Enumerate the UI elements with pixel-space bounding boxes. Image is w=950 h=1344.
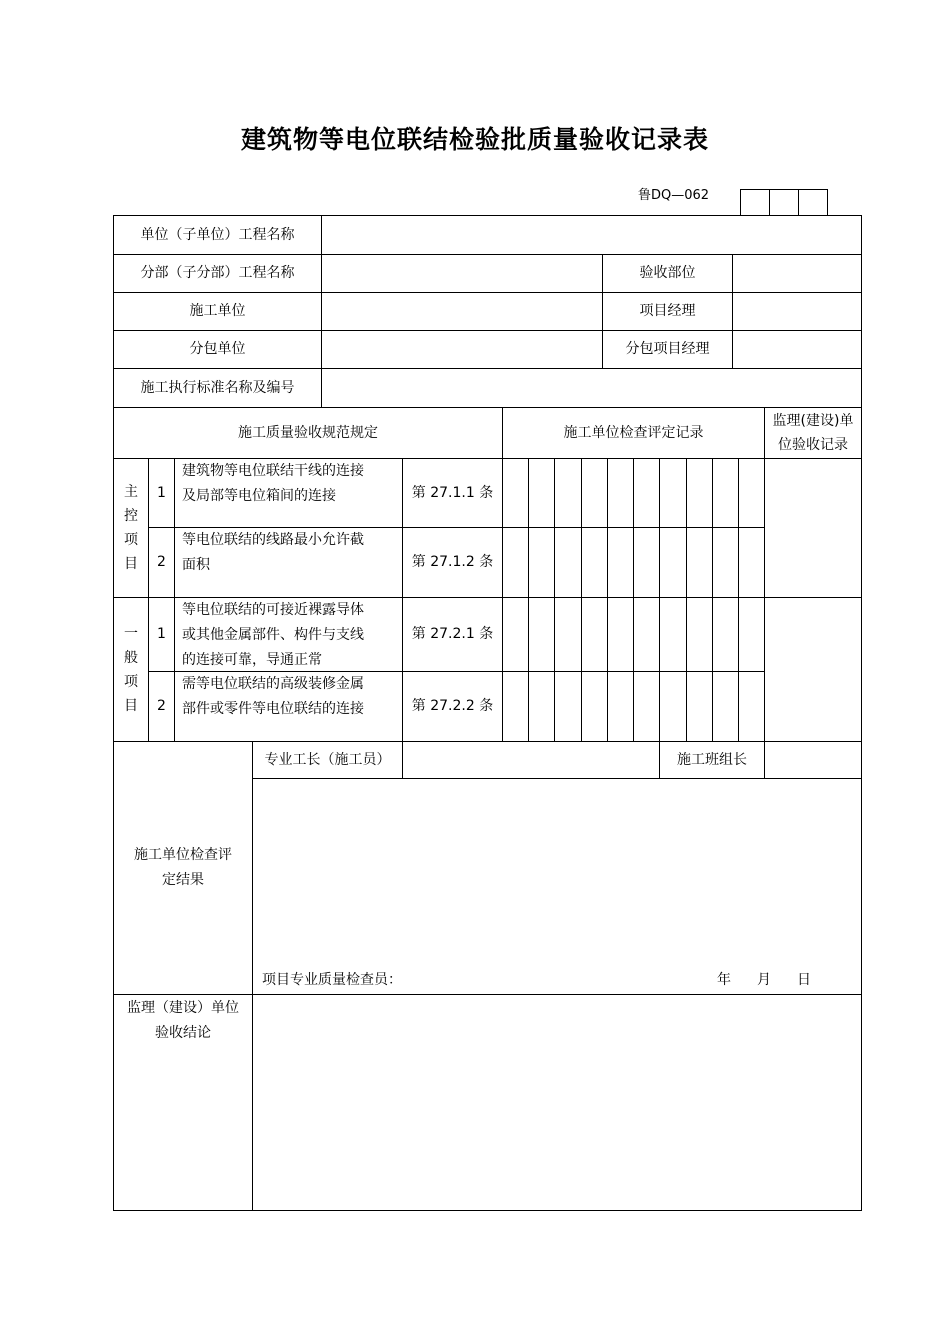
construction-unit-field[interactable] xyxy=(322,293,602,330)
general-items-group-label: 一 般 项 目 xyxy=(124,625,138,714)
item-clause: 第 27.1.2 条 xyxy=(411,554,494,570)
item-description: 建筑物等电位联结干线的连接 及局部等电位箱间的连接 xyxy=(182,463,364,504)
page-title: 建筑物等电位联结检验批质量验收记录表 xyxy=(240,125,709,154)
foreman-label: 专业工长（施工员） xyxy=(264,751,391,768)
code-box[interactable] xyxy=(770,189,799,216)
item-clause: 第 27.1.1 条 xyxy=(411,484,494,501)
item-number: 1 xyxy=(157,484,166,501)
form-code: 鲁DQ—062 xyxy=(638,188,710,203)
subproject-name-field[interactable] xyxy=(322,255,602,292)
foreman-field[interactable] xyxy=(403,742,659,778)
standard-field[interactable] xyxy=(322,369,861,407)
item-clause: 第 27.2.1 条 xyxy=(411,626,494,642)
item-clause: 第 27.2.2 条 xyxy=(411,698,494,714)
item-description: 等电位联结的线路最小允许截 面积 xyxy=(182,532,364,573)
inspector-label: 项目专业质量检查员： xyxy=(262,972,402,988)
project-manager-field[interactable] xyxy=(733,293,861,330)
form-code-boxes xyxy=(740,189,828,215)
check-record-column-header: 施工单位检查评定记录 xyxy=(563,424,704,441)
team-leader-label: 施工班组长 xyxy=(677,751,747,768)
check-result-label: 施工单位检查评 定结果 xyxy=(134,847,232,888)
project-name-field[interactable] xyxy=(322,216,861,254)
subcontract-manager-field[interactable] xyxy=(733,331,861,368)
acceptance-part-field[interactable] xyxy=(733,255,861,292)
supervision-header-line1: 监理(建设)单 xyxy=(772,413,854,429)
subcontractor-label: 分包单位 xyxy=(189,341,246,357)
code-box[interactable] xyxy=(799,189,828,216)
subproject-name-label: 分部（子分部）工程名称 xyxy=(140,265,295,281)
main-items-group-label: 主 控 项 目 xyxy=(124,484,138,572)
code-box[interactable] xyxy=(741,189,770,216)
item-number: 2 xyxy=(157,554,166,570)
project-manager-label: 项目经理 xyxy=(639,303,696,319)
acceptance-part-label: 验收部位 xyxy=(639,265,696,281)
day-label: 日 xyxy=(797,972,811,988)
month-label: 月 xyxy=(757,972,771,988)
spec-column-header: 施工质量验收规范规定 xyxy=(238,424,378,441)
construction-unit-label: 施工单位 xyxy=(189,303,246,319)
item-number: 1 xyxy=(157,626,166,642)
item-number: 2 xyxy=(157,698,166,714)
subcontractor-field[interactable] xyxy=(322,331,602,368)
team-leader-field[interactable] xyxy=(765,742,861,778)
project-name-label: 单位（子单位）工程名称 xyxy=(140,226,295,243)
supervision-header-line2: 位验收记录 xyxy=(778,437,848,453)
subcontract-manager-label: 分包项目经理 xyxy=(625,341,710,357)
item-description: 等电位联结的可接近裸露导体 或其他金属部件、构件与支线 的连接可靠，导通正常 xyxy=(182,602,364,668)
standard-label: 施工执行标准名称及编号 xyxy=(140,379,295,396)
year-label: 年 xyxy=(717,972,731,988)
supervision-column-header xyxy=(765,408,861,458)
item-description: 需等电位联结的高级装修金属 部件或零件等电位联结的连接 xyxy=(182,676,364,717)
supervision-conclusion-label: 监理（建设）单位 验收结论 xyxy=(127,1000,239,1041)
supervision-conclusion-field[interactable] xyxy=(253,995,861,1210)
